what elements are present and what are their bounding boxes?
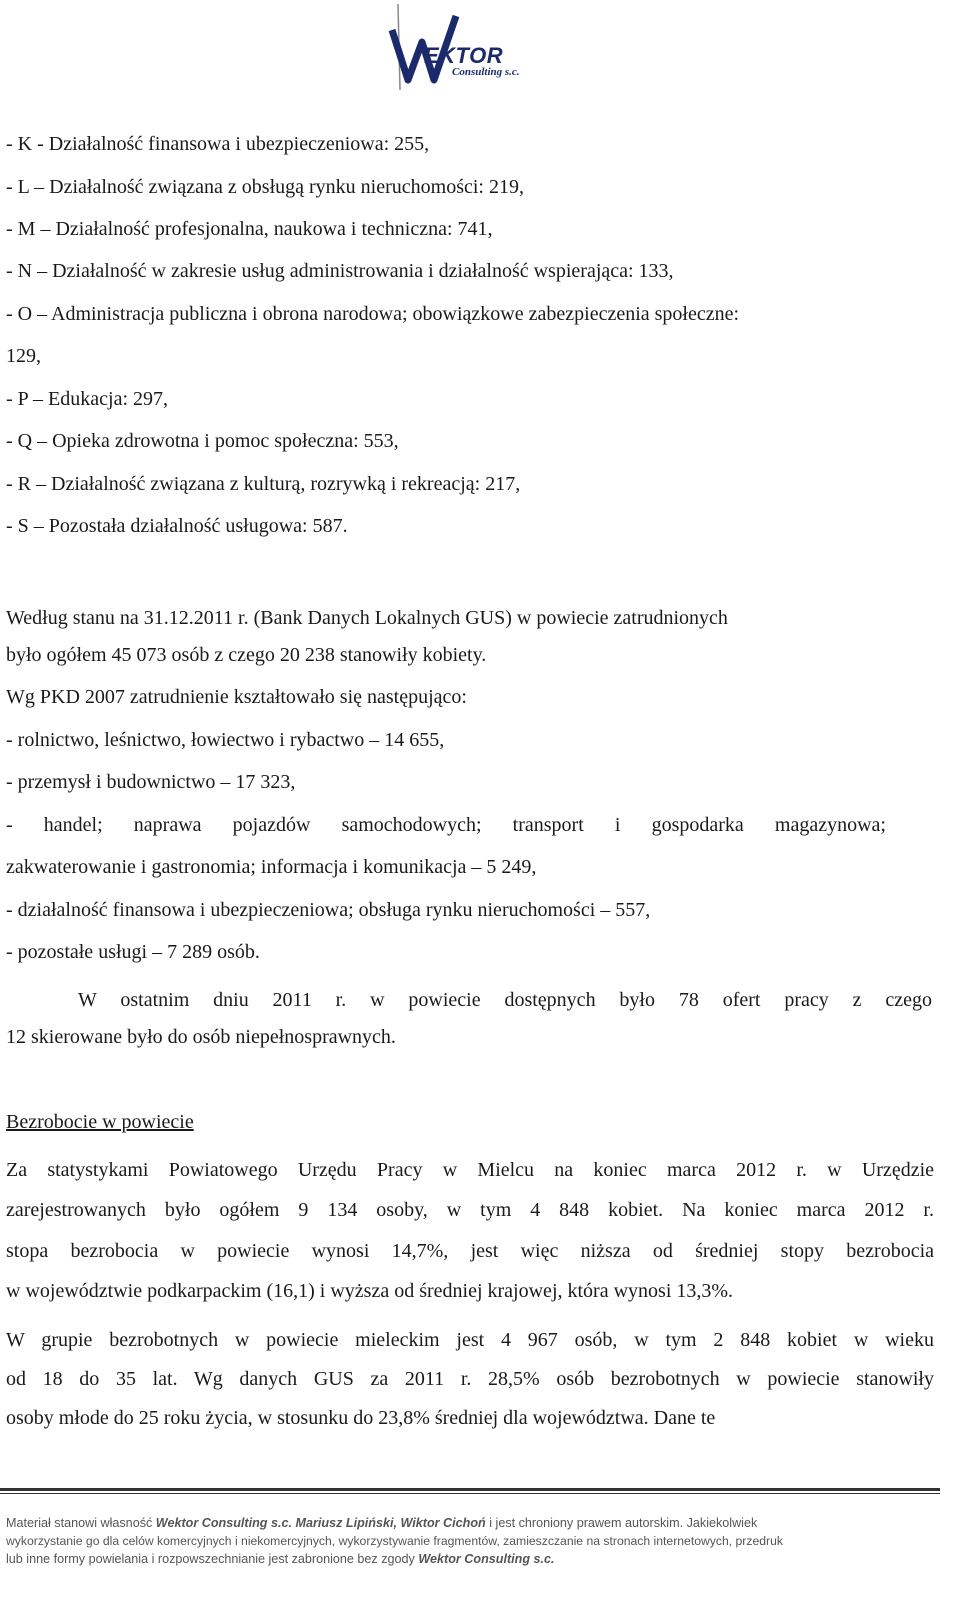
list-item: - Q – Opieka zdrowotna i pomoc społeczna: 553, xyxy=(6,430,399,452)
paragraph-line: Za statystykami Powiatowego Urzędu Pracy w Mielcu na koniec marca 2012 r. w Urzędzie xyxy=(6,1159,934,1181)
footer-line: wykorzystanie go dla celów komercyjnych i niekomercyjnych, wykorzystywanie fragmentów, zamieszczanie na stronach internetowych, przedruk xyxy=(6,1534,783,1548)
footer-text: Materiał stanowi własność xyxy=(6,1516,156,1530)
list-item: - przemysł i budownictwo – 17 323, xyxy=(6,771,296,793)
paragraph-line: osoby młode do 25 roku życia, w stosunku do 23,8% średniej dla województwa. Dane te xyxy=(6,1407,716,1429)
list-item: zakwaterowanie i gastronomia; informacja i komunikacja – 5 249, xyxy=(6,856,537,878)
list-item: 129, xyxy=(6,345,41,367)
section-heading: Bezrobocie w powiecie xyxy=(6,1111,194,1133)
paragraph-line: W ostatnim dniu 2011 r. w powiecie dostępnych było 78 ofert pracy z czego xyxy=(78,989,932,1011)
list-item: - K - Działalność finansowa i ubezpieczeniowa: 255, xyxy=(6,133,430,155)
footer-rule-thin xyxy=(0,1493,940,1494)
footer-line xyxy=(6,1550,938,1568)
footer-rule xyxy=(0,1488,940,1491)
paragraph-line: od 18 do 35 lat. Wg danych GUS za 2011 r. 28,5% osób bezrobotnych w powiecie stanowiły xyxy=(6,1368,934,1390)
list-item: - S – Pozostała działalność usługowa: 587. xyxy=(6,515,348,537)
logo-text: EKTOR xyxy=(424,43,504,68)
paragraph-line: zarejestrowanych było ogółem 9 134 osoby, w tym 4 848 kobiet. Na koniec marca 2012 r. xyxy=(6,1199,934,1221)
paragraph-line: Wg PKD 2007 zatrudnienie kształtowało się następująco: xyxy=(6,686,467,708)
footer-brand: Wektor Consulting s.c. Mariusz Lipiński, Wiktor Cichoń xyxy=(155,1516,486,1530)
list-item: - M – Działalność profesjonalna, naukowa i techniczna: 741, xyxy=(6,218,493,240)
logo-subtitle: Consulting s.c. xyxy=(452,66,520,78)
list-item: - R – Działalność związana z kulturą, rozrywką i rekreacją: 217, xyxy=(6,473,521,495)
paragraph-line: Według stanu na 31.12.2011 r. (Bank Danych Lokalnych GUS) w powiecie zatrudnionych xyxy=(6,607,728,629)
paragraph-line: w województwie podkarpackim (16,1) i wyższa od średniej krajowej, która wynosi 13,3%. xyxy=(6,1280,734,1302)
list-item: - N – Działalność w zakresie usług administrowania i działalność wspierająca: 133, xyxy=(6,260,674,282)
list-item: - pozostałe usługi – 7 289 osób. xyxy=(6,941,260,963)
paragraph-line: W grupie bezrobotnych w powiecie mieleckim jest 4 967 osób, w tym 2 848 kobiet w wieku xyxy=(6,1329,934,1351)
list-item: - P – Edukacja: 297, xyxy=(6,388,169,410)
paragraph-line: 12 skierowane było do osób niepełnosprawnych. xyxy=(6,1026,396,1048)
paragraph-line: było ogółem 45 073 osób z czego 20 238 stanowiły kobiety. xyxy=(6,644,487,666)
footer-line xyxy=(6,1514,938,1532)
list-item: - handel; naprawa pojazdów samochodowych; transport i gospodarka magazynowa; xyxy=(6,814,886,836)
footer-text: lub inne formy powielania i rozpowszechnianie jest zabronione bez zgody xyxy=(6,1552,419,1566)
list-item: - L – Działalność związana z obsługą rynku nieruchomości: 219, xyxy=(6,176,524,198)
list-item: - działalność finansowa i ubezpieczeniowa; obsługa rynku nieruchomości – 557, xyxy=(6,899,651,921)
list-item: - rolnictwo, leśnictwo, łowiectwo i rybactwo – 14 655, xyxy=(6,729,445,751)
paragraph-line: stopa bezrobocia w powiecie wynosi 14,7%, jest więc niższa od średniej stopy bezrobocia xyxy=(6,1240,934,1262)
footer-brand: Wektor Consulting s.c. xyxy=(418,1552,555,1566)
footer-text: i jest chroniony prawem autorskim. Jakiekolwiek xyxy=(485,1516,758,1530)
list-item: - O – Administracja publiczna i obrona narodowa; obowiązkowe zabezpieczenia społeczne: xyxy=(6,303,740,325)
